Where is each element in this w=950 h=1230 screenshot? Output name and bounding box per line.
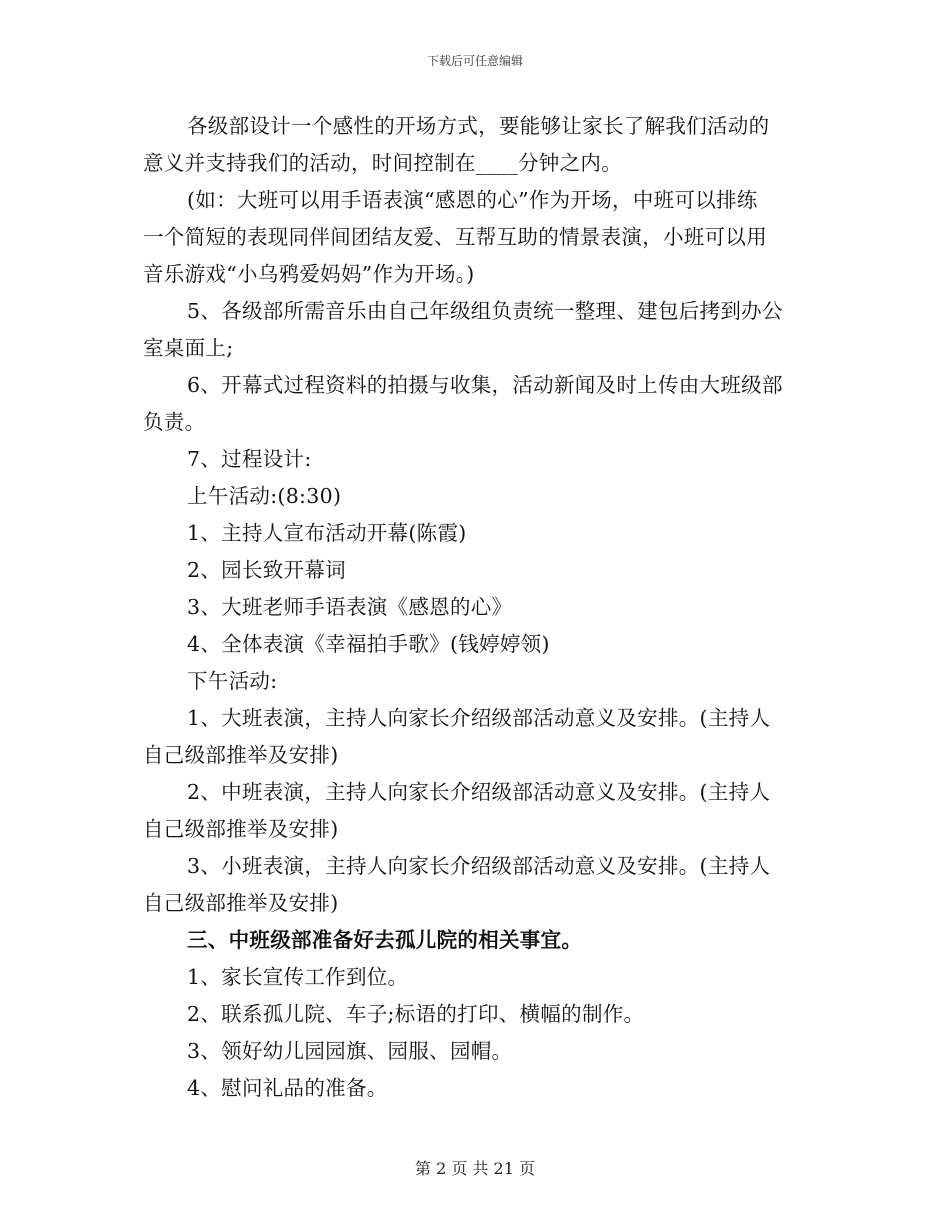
paragraph-line: 一个简短的表现同伴间团结友爱、互帮互助的情景表演，小班可以用 (143, 225, 767, 249)
page-header: 下载后可任意编辑 (426, 54, 523, 68)
morning-heading: 上午活动:(8:30) (187, 484, 342, 508)
list-item: 3、领好幼儿园园旗、园服、园帽。 (187, 1039, 513, 1063)
paragraph-line: 自己级部推举及安排) (143, 817, 339, 841)
page-footer: 第 2 页 共 21 页 (415, 1159, 535, 1178)
paragraph-line: 各级部设计一个感性的开场方式，要能够让家长了解我们活动的 (187, 114, 770, 138)
list-item: 2、联系孤儿院、车子;标语的打印、横幅的制作。 (187, 1002, 645, 1026)
list-item: 1、大班表演，主持人向家长介绍级部活动意义及安排。(主持人 (187, 706, 771, 730)
list-item-6: 6、开幕式过程资料的拍摄与收集，活动新闻及时上传由大班级部 (187, 373, 783, 397)
list-item: 2、园长致开幕词 (187, 558, 346, 582)
paragraph-line: (如：大班可以用手语表演“感恩的心”作为开场，中班可以排练 (187, 188, 758, 212)
paragraph-line: 室桌面上; (143, 336, 234, 360)
paragraph-line: 负责。 (143, 410, 206, 434)
paragraph-line: 音乐游戏“小乌鸦爱妈妈”作为开场。) (143, 262, 475, 286)
list-item: 2、中班表演，主持人向家长介绍级部活动意义及安排。(主持人 (187, 780, 771, 804)
paragraph-line: 意义并支持我们的活动，时间控制在____分钟之内。 (143, 151, 622, 175)
list-item: 1、主持人宣布活动开幕(陈霞) (187, 521, 467, 545)
paragraph-line: 自己级部推举及安排) (143, 891, 339, 915)
list-item: 4、慰问礼品的准备。 (187, 1076, 388, 1100)
list-item: 1、家长宣传工作到位。 (187, 965, 409, 989)
list-item: 3、大班老师手语表演《感恩的心》 (187, 595, 513, 619)
list-item-5: 5、各级部所需音乐由自己年级组负责统一整理、建包后拷到办公 (187, 299, 783, 323)
afternoon-heading: 下午活动: (187, 669, 278, 693)
list-item-7: 7、过程设计: (187, 447, 312, 471)
section-heading: 三、中班级部准备好去孤儿院的相关事宜。 (187, 928, 583, 952)
list-item: 3、小班表演，主持人向家长介绍级部活动意义及安排。(主持人 (187, 854, 771, 878)
list-item: 4、全体表演《幸福拍手歌》(钱婷婷领) (187, 632, 550, 656)
paragraph-line: 自己级部推举及安排) (143, 743, 339, 767)
